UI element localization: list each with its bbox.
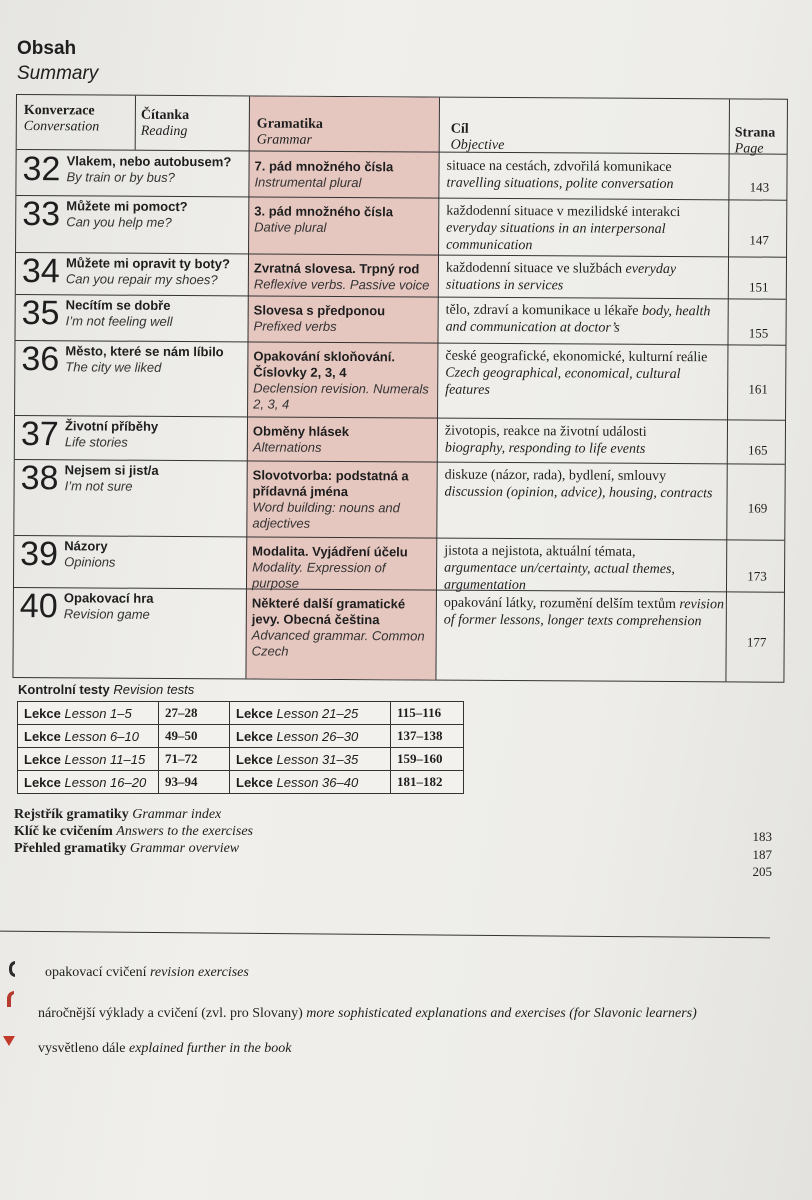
lesson-number: 39 <box>20 535 59 574</box>
header-conversation: Konverzace Conversation <box>23 103 100 135</box>
lesson-conversation: Můžete mi opravit ty boty? Can you repair my shoes? <box>65 255 230 288</box>
explained-later-triangle-icon <box>2 1035 16 1047</box>
lesson-page: 169 <box>747 500 768 516</box>
lesson-grammar: Slovesa s předponou Prefixed verbs <box>253 302 386 334</box>
lesson-number: 34 <box>21 252 60 291</box>
header-page: Strana Page <box>734 125 776 157</box>
page-subtitle: Summary <box>17 63 99 84</box>
lesson-row <box>14 536 784 592</box>
lesson-number: 33 <box>22 195 61 234</box>
lesson-objective: každodenní situace ve službách everyday situations in services <box>445 260 677 294</box>
lesson-grammar: Slovotvorba: podstatná a přídavná jména Word building: nouns and adjectives <box>252 467 409 531</box>
lesson-conversation: Životní příběhy Life stories <box>64 418 159 450</box>
index-page: 205 <box>752 864 772 879</box>
lesson-objective: tělo, zdraví a komunikace u lékaře body, health and communication at doctor’s <box>445 302 711 336</box>
lesson-row <box>13 588 784 682</box>
lesson-objective: opakování látky, rozumění delším textům revision of former lessons, longer texts comprehension <box>443 595 725 630</box>
legend-explained: vysvětleno dále explained further in the book <box>38 1041 292 1056</box>
page-title: Obsah <box>17 38 77 59</box>
lesson-objective: životopis, reakce na životní události biography, responding to life events <box>444 423 647 457</box>
advanced-exercise-marker-icon <box>4 990 16 1008</box>
contents-table <box>12 94 788 683</box>
lesson-conversation: Opakovací hra Revision game <box>63 590 154 622</box>
lesson-grammar: Některé další gramatické jevy. Obecná čeština Advanced grammar. Common Czech <box>251 595 425 659</box>
table-row: Lekce Lesson 11–15 71–72 Lekce Lesson 31–35 159–160 <box>18 748 464 771</box>
lesson-row <box>16 253 786 299</box>
lesson-conversation: Vlakem, nebo autobusem? By train or by bus? <box>66 153 232 185</box>
revision-exercise-marker-icon <box>6 960 18 978</box>
revision-tests-table <box>17 701 464 794</box>
header-grammar: Gramatika Grammar <box>256 116 323 148</box>
lesson-objective: jistota a nejistota, aktuální témata, argumentace un/certainty, actual themes, argumentation <box>443 543 675 594</box>
lesson-row <box>14 460 784 540</box>
lesson-page: 161 <box>748 381 769 397</box>
revision-tests-caption: Kontrolní testy Revision tests <box>18 682 195 697</box>
lesson-objective: situace na cestách, zdvořilá komunikace travelling situations, polite conversation <box>446 158 674 193</box>
lesson-conversation: Můžete mi pomoct? Can you help me? <box>66 198 188 230</box>
lesson-objective: diskuze (názor, rada), bydlení, smlouvy discussion (opinion, advice), housing, contracts <box>444 467 713 502</box>
lesson-grammar: Zvratná slovesa. Trpný rod Reflexive verbs. Passive voice <box>253 260 430 293</box>
lesson-row <box>15 295 785 345</box>
lesson-row <box>16 196 786 257</box>
lesson-number: 40 <box>19 587 58 626</box>
lesson-number: 35 <box>21 294 60 333</box>
lesson-number: 38 <box>20 459 59 498</box>
lesson-page: 177 <box>746 634 767 650</box>
lesson-grammar: Modalita. Vyjádření účelu Modality. Expression of purpose <box>251 543 408 591</box>
table-row: Lekce Lesson 1–5 27–28 Lekce Lesson 21–25 115–116 <box>18 702 464 725</box>
index-page: 187 <box>752 847 772 862</box>
lesson-row <box>16 151 786 200</box>
table-row: Lekce Lesson 6–10 49–50 Lekce Lesson 26–30 137–138 <box>18 725 464 748</box>
lesson-grammar: 7. pád množného čísla Instrumental plural <box>254 158 394 191</box>
header-reading: Čítanka Reading <box>140 107 190 140</box>
index-entry-grammar-index: Rejstřík gramatiky Grammar index <box>14 807 222 822</box>
header-objective: Cíl Objective <box>450 121 505 153</box>
lesson-page: 173 <box>747 568 767 584</box>
lesson-page: 143 <box>749 179 770 195</box>
lesson-number: 36 <box>21 340 60 379</box>
index-entry-answers: Klíč ke cvičením Answers to the exercises <box>14 824 253 839</box>
lesson-conversation: Necítím se dobře I’m not feeling well <box>65 297 173 329</box>
page-heading <box>17 38 98 85</box>
lesson-row <box>15 341 785 420</box>
lesson-page: 165 <box>748 442 768 458</box>
lesson-objective: české geografické, ekonomické, kulturní reálie Czech geographical, economical, cultural features <box>445 348 708 398</box>
index-entry-grammar-overview: Přehled gramatiky Grammar overview <box>14 841 240 856</box>
lesson-grammar: Obměny hlásek Alternations <box>252 423 350 455</box>
lesson-page: 151 <box>749 279 769 295</box>
table-row: Lekce Lesson 16–20 93–94 Lekce Lesson 36–40 181–182 <box>18 771 464 794</box>
lesson-number: 32 <box>22 150 61 189</box>
lesson-grammar: Opakování skloňování. Číslovky 2, 3, 4 Declension revision. Numerals 2, 3, 4 <box>253 348 429 412</box>
lesson-row <box>15 416 785 464</box>
lesson-number: 37 <box>20 415 59 454</box>
lesson-objective: každodenní situace v mezilidské interakci everyday situations in an interpersonal communication <box>446 203 681 254</box>
index-page: 183 <box>752 829 772 844</box>
legend-revision: opakovací cvičení revision exercises <box>45 965 249 980</box>
lesson-page: 147 <box>749 232 769 248</box>
lesson-grammar: 3. pád množného čísla Dative plural <box>254 203 394 235</box>
lesson-conversation: Názory Opinions <box>64 538 116 570</box>
legend-advanced: náročnější výklady a cvičení (zvl. pro Slovany) more sophisticated explanations and exercises (for Slavonic learners) <box>38 1006 697 1021</box>
lesson-page: 155 <box>748 325 769 341</box>
grid-line <box>135 96 136 150</box>
lesson-conversation: Město, které se nám líbilo The city we liked <box>65 343 224 375</box>
lesson-conversation: Nejsem si jist/a I’m not sure <box>64 462 159 494</box>
